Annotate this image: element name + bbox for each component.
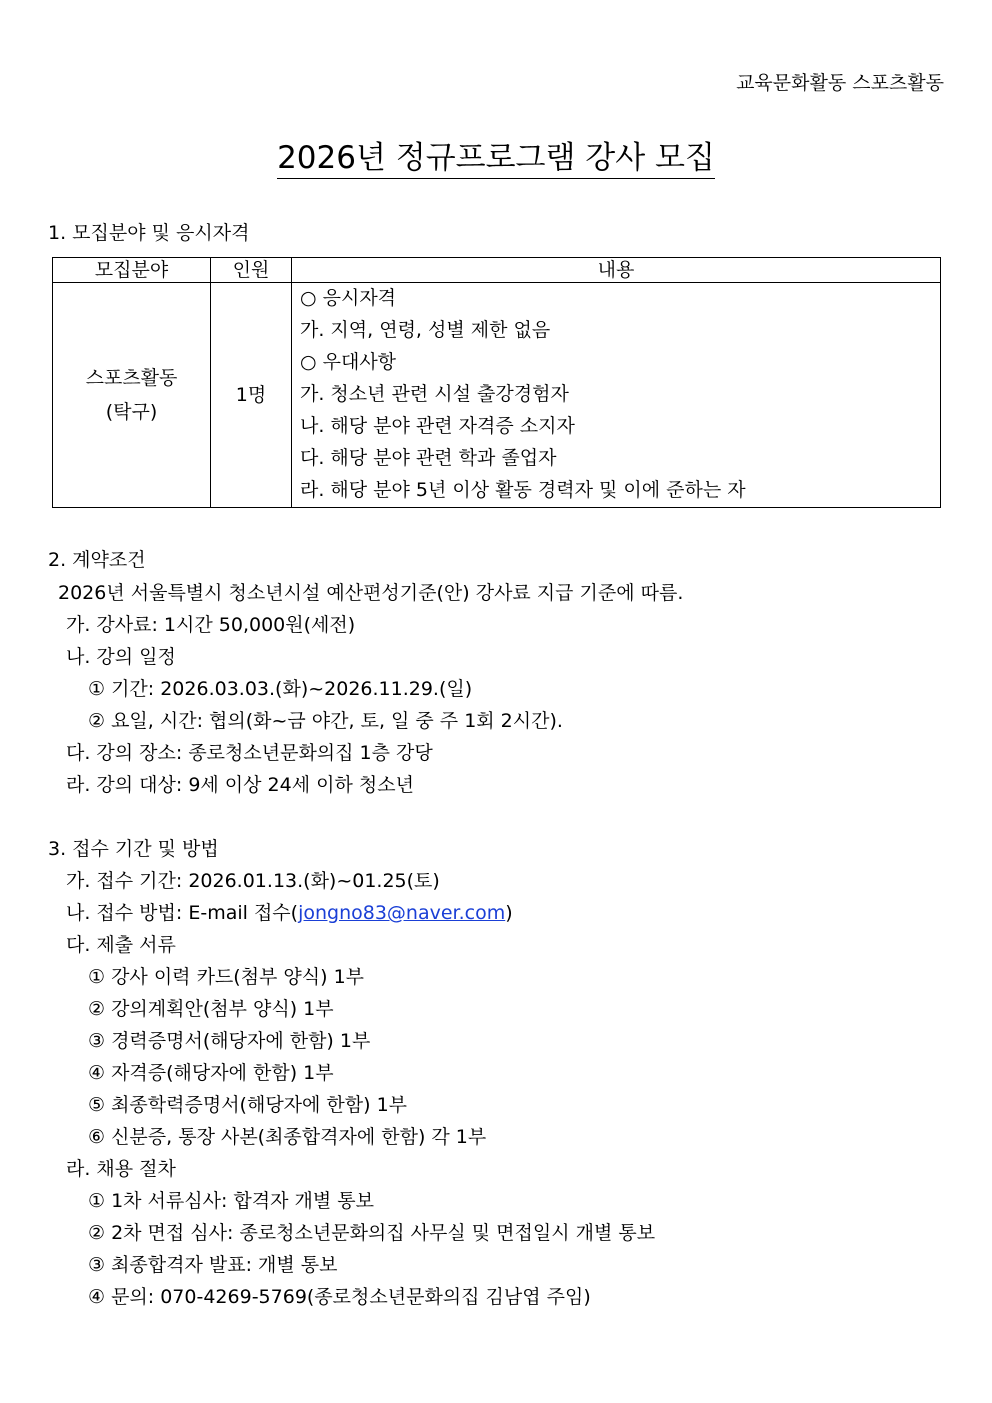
page-title-text: 2026년 정규프로그램 강사 모집 (277, 140, 715, 179)
procedure-item: ③ 최종합격자 발표: 개별 통보 (88, 1254, 338, 1276)
contract-location: 다. 강의 장소: 종로청소년문화의집 1층 강당 (66, 742, 433, 764)
content-line: 라. 해당 분야 5년 이상 활동 경력자 및 이에 준하는 자 (300, 479, 746, 501)
recruit-table (52, 257, 941, 508)
procedure-heading: 라. 채용 절차 (66, 1158, 176, 1180)
section2-heading: 2. 계약조건 (48, 549, 146, 571)
procedure-item: ① 1차 서류심사: 합격자 개별 통보 (88, 1190, 374, 1212)
document-item: ⑤ 최종학력증명서(해당자에 한함) 1부 (88, 1094, 408, 1116)
page-title (0, 132, 992, 177)
application-method (66, 898, 513, 925)
content-cell (292, 283, 941, 508)
content-line: ○ 응시자격 (300, 287, 397, 309)
document-item: ④ 자격증(해당자에 한함) 1부 (88, 1062, 334, 1084)
content-line: ○ 우대사항 (300, 351, 397, 373)
content-line: 가. 지역, 연령, 성별 제한 없음 (300, 319, 551, 341)
procedure-item: ④ 문의: 070-4269-5769(종로청소년문화의집 김남엽 주임) (88, 1286, 591, 1308)
column-header-content: 내용 (292, 258, 941, 283)
count-cell: 1명 (211, 283, 292, 508)
field-subname: (탁구) (105, 401, 158, 423)
document-item: ② 강의계획안(첨부 양식) 1부 (88, 998, 334, 1020)
application-method-prefix: 나. 접수 방법: E-mail 접수( (66, 902, 299, 924)
application-period: 가. 접수 기간: 2026.01.13.(화)~01.25(토) (66, 870, 440, 892)
contract-schedule: 나. 강의 일정 (66, 646, 176, 668)
column-header-field: 모집분야 (53, 258, 211, 283)
email-link[interactable]: jongno83@naver.com (298, 902, 506, 924)
contract-period: ① 기간: 2026.03.03.(화)~2026.11.29.(일) (88, 678, 473, 700)
contract-fee: 가. 강사료: 1시간 50,000원(세전) (66, 614, 356, 636)
field-cell (53, 283, 211, 508)
documents-heading: 다. 제출 서류 (66, 934, 176, 956)
table-row (53, 283, 941, 508)
contract-days: ② 요일, 시간: 협의(화~금 야간, 토, 일 중 주 1회 2시간). (88, 710, 563, 732)
header-category: 교육문화활동 스포츠활동 (736, 72, 944, 94)
field-name: 스포츠활동 (85, 367, 178, 389)
document-item: ③ 경력증명서(해당자에 한함) 1부 (88, 1030, 371, 1052)
content-line: 가. 청소년 관련 시설 출강경험자 (300, 383, 569, 405)
table-header-row (53, 258, 941, 283)
document-item: ① 강사 이력 카드(첨부 양식) 1부 (88, 966, 365, 988)
section1-heading: 1. 모집분야 및 응시자격 (48, 222, 250, 244)
section3-heading: 3. 접수 기간 및 방법 (48, 838, 219, 860)
contract-basis: 2026년 서울특별시 청소년시설 예산편성기준(안) 강사료 지급 기준에 따름. (58, 582, 684, 604)
application-method-suffix: ) (505, 902, 513, 924)
content-line: 다. 해당 분야 관련 학과 졸업자 (300, 447, 557, 469)
contract-target: 라. 강의 대상: 9세 이상 24세 이하 청소년 (66, 774, 414, 796)
procedure-item: ② 2차 면접 심사: 종로청소년문화의집 사무실 및 면접일시 개별 통보 (88, 1222, 656, 1244)
content-line: 나. 해당 분야 관련 자격증 소지자 (300, 415, 575, 437)
column-header-count: 인원 (211, 258, 292, 283)
document-item: ⑥ 신분증, 통장 사본(최종합격자에 한함) 각 1부 (88, 1126, 487, 1148)
